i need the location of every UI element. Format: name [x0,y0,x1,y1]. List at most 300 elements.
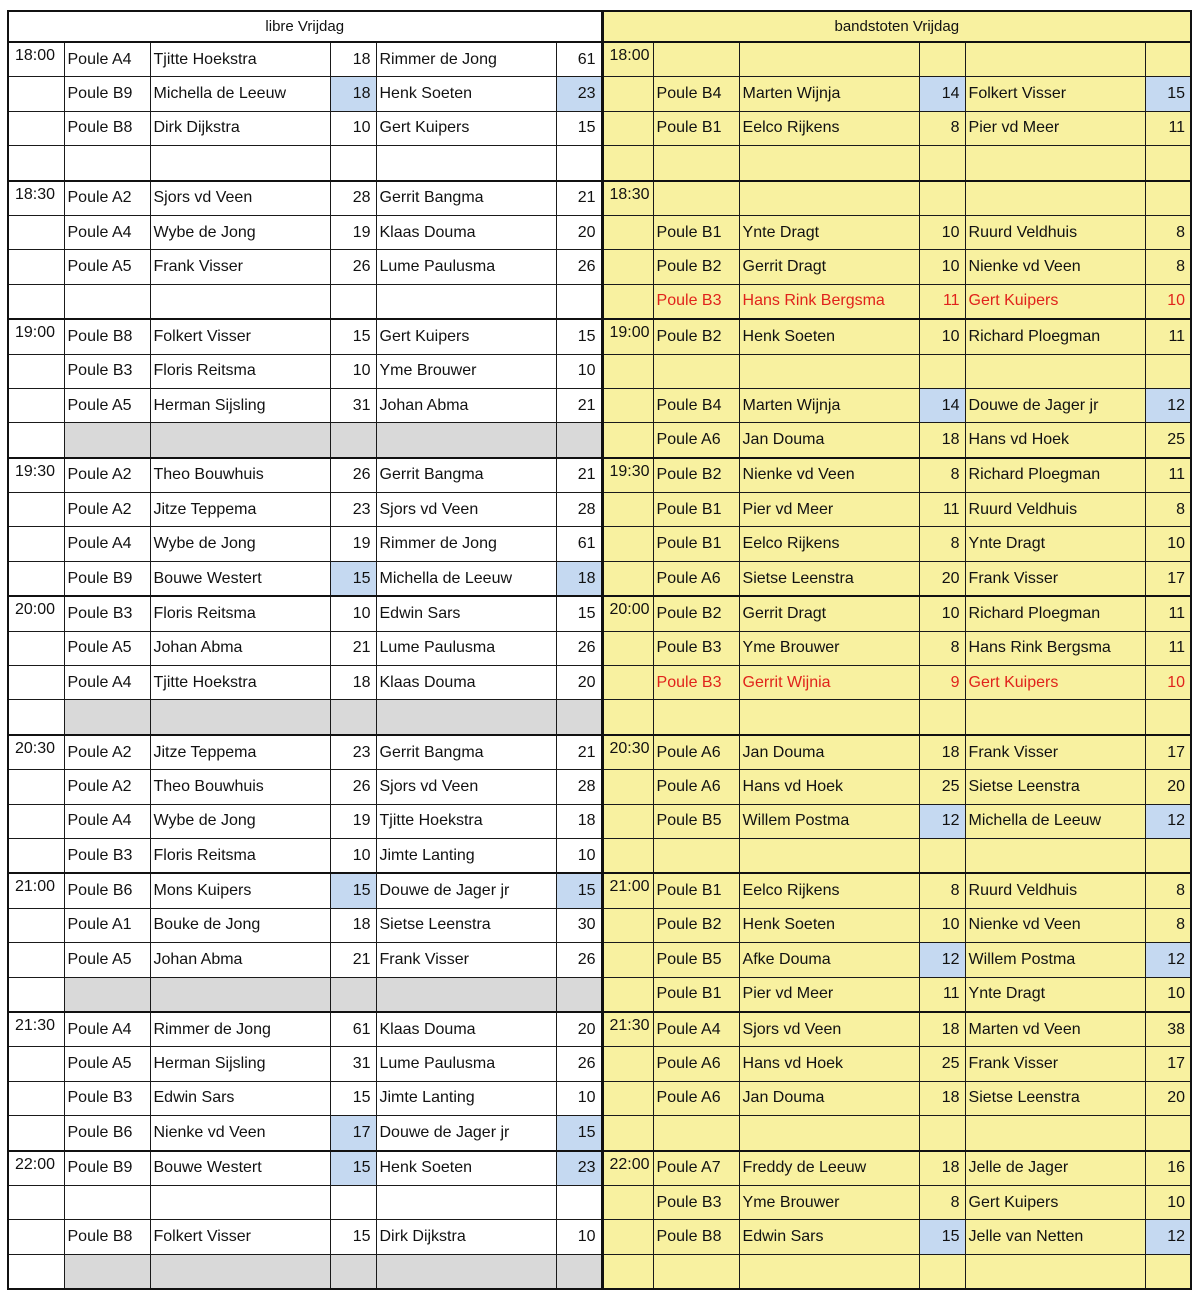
bandstoten-player1-cell: Ynte Dragt [739,215,919,249]
libre-time-cell [8,493,64,527]
libre-time-cell [8,908,64,942]
table-row [8,735,1191,770]
bandstoten-score2-cell [1145,181,1191,216]
bandstoten-score2-cell: 8 [1145,250,1191,284]
bandstoten-score2-cell [1145,146,1191,181]
bandstoten-player2-cell [965,1254,1145,1289]
table-row [8,423,1191,458]
bandstoten-poule-cell [653,146,739,181]
bandstoten-player1-cell: Eelco Rijkens [739,527,919,561]
libre-poule-cell [64,977,150,1012]
libre-score2-cell: 26 [556,631,602,665]
bandstoten-player1-cell [739,700,919,735]
table-row [8,804,1191,838]
bandstoten-time-cell: 20:30 [602,735,653,770]
bandstoten-score2-cell [1145,1116,1191,1151]
libre-player1-cell: Nienke vd Veen [150,1116,330,1151]
libre-score1-cell: 19 [330,527,376,561]
libre-poule-cell: Poule A4 [64,666,150,700]
libre-poule-cell: Poule A4 [64,215,150,249]
libre-poule-cell: Poule A2 [64,181,150,216]
libre-poule-cell: Poule A5 [64,250,150,284]
libre-score1-cell: 10 [330,596,376,631]
libre-score2-cell: 21 [556,735,602,770]
bandstoten-score1-cell: 10 [919,250,965,284]
libre-time-cell [8,561,64,596]
table-row [8,873,1191,908]
libre-poule-cell: Poule A1 [64,908,150,942]
bandstoten-score1-cell [919,1116,965,1151]
bandstoten-player1-cell: Hans vd Hoek [739,1047,919,1081]
libre-player2-cell [376,1185,556,1219]
libre-time-cell [8,700,64,735]
bandstoten-player2-cell: Ruurd Veldhuis [965,493,1145,527]
libre-score1-cell: 31 [330,1047,376,1081]
libre-header: libre Vrijdag [8,11,602,42]
table-row [8,527,1191,561]
bandstoten-time-cell [602,1220,653,1254]
bandstoten-score1-cell: 25 [919,1047,965,1081]
bandstoten-time-cell [602,1185,653,1219]
libre-time-cell [8,1185,64,1219]
bandstoten-time-cell [602,804,653,838]
bandstoten-score1-cell [919,146,965,181]
libre-poule-cell: Poule B3 [64,596,150,631]
libre-player1-cell: Herman Sijsling [150,1047,330,1081]
bandstoten-time-cell [602,838,653,873]
libre-score1-cell [330,977,376,1012]
bandstoten-player2-cell: Richard Ploegman [965,458,1145,493]
libre-score2-cell: 28 [556,770,602,804]
table-row [8,319,1191,354]
libre-score2-cell: 10 [556,354,602,388]
libre-player2-cell: Rimmer de Jong [376,527,556,561]
libre-player2-cell [376,700,556,735]
libre-player1-cell: Wybe de Jong [150,215,330,249]
libre-player2-cell: Sjors vd Veen [376,493,556,527]
bandstoten-score2-cell: 10 [1145,977,1191,1012]
bandstoten-header: bandstoten Vrijdag [602,11,1191,42]
table-row [8,1185,1191,1219]
schedule-body [8,42,1191,1289]
bandstoten-score2-cell: 15 [1145,77,1191,111]
bandstoten-poule-cell: Poule B1 [653,493,739,527]
bandstoten-player1-cell: Yme Brouwer [739,631,919,665]
libre-time-cell: 19:30 [8,458,64,493]
bandstoten-time-cell [602,77,653,111]
bandstoten-score2-cell: 8 [1145,873,1191,908]
bandstoten-poule-cell [653,838,739,873]
libre-score1-cell [330,700,376,735]
bandstoten-score2-cell: 11 [1145,631,1191,665]
libre-player1-cell: Bouwe Westert [150,1151,330,1186]
bandstoten-player1-cell: Willem Postma [739,804,919,838]
bandstoten-poule-cell: Poule B4 [653,77,739,111]
libre-player1-cell: Floris Reitsma [150,354,330,388]
libre-player2-cell: Tjitte Hoekstra [376,804,556,838]
bandstoten-score2-cell: 8 [1145,215,1191,249]
libre-player1-cell [150,284,330,319]
bandstoten-time-cell [602,631,653,665]
bandstoten-time-cell [602,354,653,388]
table-row [8,284,1191,319]
libre-poule-cell: Poule A5 [64,943,150,977]
bandstoten-player2-cell: Douwe de Jager jr [965,388,1145,422]
libre-player1-cell: Tjitte Hoekstra [150,42,330,77]
table-row [8,111,1191,145]
table-row [8,388,1191,422]
libre-player2-cell: Frank Visser [376,943,556,977]
bandstoten-time-cell [602,700,653,735]
libre-player1-cell: Johan Abma [150,631,330,665]
libre-player2-cell [376,284,556,319]
libre-score2-cell [556,1185,602,1219]
libre-poule-cell: Poule B8 [64,1220,150,1254]
table-row [8,666,1191,700]
libre-score1-cell: 26 [330,250,376,284]
table-row [8,631,1191,665]
bandstoten-time-cell: 18:00 [602,42,653,77]
bandstoten-score1-cell: 11 [919,284,965,319]
bandstoten-score1-cell: 8 [919,873,965,908]
bandstoten-player2-cell: Pier vd Meer [965,111,1145,145]
bandstoten-player2-cell: Frank Visser [965,735,1145,770]
bandstoten-player1-cell: Freddy de Leeuw [739,1151,919,1186]
bandstoten-poule-cell: Poule A6 [653,1047,739,1081]
libre-time-cell [8,977,64,1012]
table-row [8,561,1191,596]
bandstoten-score1-cell: 10 [919,596,965,631]
libre-player2-cell [376,423,556,458]
bandstoten-score1-cell: 14 [919,388,965,422]
libre-player1-cell [150,423,330,458]
bandstoten-score1-cell: 8 [919,527,965,561]
libre-time-cell [8,423,64,458]
table-row [8,77,1191,111]
libre-score2-cell: 20 [556,666,602,700]
libre-poule-cell: Poule A4 [64,1012,150,1047]
libre-score1-cell: 15 [330,319,376,354]
libre-poule-cell: Poule B9 [64,77,150,111]
bandstoten-time-cell [602,388,653,422]
bandstoten-player1-cell: Afke Douma [739,943,919,977]
bandstoten-player2-cell [965,1116,1145,1151]
table-row [8,42,1191,77]
bandstoten-player1-cell [739,1116,919,1151]
libre-score2-cell: 21 [556,181,602,216]
libre-score2-cell: 21 [556,388,602,422]
bandstoten-time-cell [602,908,653,942]
table-row [8,943,1191,977]
bandstoten-poule-cell [653,700,739,735]
libre-player1-cell: Jitze Teppema [150,735,330,770]
libre-score1-cell [330,284,376,319]
table-row [8,1220,1191,1254]
bandstoten-time-cell: 22:00 [602,1151,653,1186]
libre-time-cell: 18:30 [8,181,64,216]
bandstoten-player2-cell: Jelle van Netten [965,1220,1145,1254]
bandstoten-time-cell [602,250,653,284]
bandstoten-score1-cell: 14 [919,77,965,111]
libre-score2-cell: 20 [556,1012,602,1047]
bandstoten-player1-cell: Hans Rink Bergsma [739,284,919,319]
bandstoten-time-cell [602,770,653,804]
bandstoten-poule-cell [653,181,739,216]
bandstoten-poule-cell: Poule B3 [653,666,739,700]
bandstoten-score1-cell: 8 [919,1185,965,1219]
libre-time-cell [8,1220,64,1254]
bandstoten-time-cell [602,1254,653,1289]
bandstoten-score2-cell: 12 [1145,1220,1191,1254]
bandstoten-score2-cell: 38 [1145,1012,1191,1047]
libre-poule-cell: Poule A2 [64,735,150,770]
libre-score1-cell: 18 [330,42,376,77]
libre-time-cell [8,838,64,873]
libre-score2-cell [556,423,602,458]
bandstoten-score2-cell: 17 [1145,735,1191,770]
bandstoten-poule-cell: Poule A6 [653,735,739,770]
libre-score2-cell: 10 [556,838,602,873]
bandstoten-score1-cell: 12 [919,804,965,838]
bandstoten-poule-cell: Poule B1 [653,873,739,908]
libre-score1-cell: 15 [330,1151,376,1186]
bandstoten-time-cell: 18:30 [602,181,653,216]
table-row [8,1047,1191,1081]
libre-time-cell [8,770,64,804]
bandstoten-poule-cell: Poule B4 [653,388,739,422]
libre-player1-cell [150,146,330,181]
bandstoten-poule-cell [653,1116,739,1151]
bandstoten-time-cell [602,561,653,596]
libre-player2-cell: Gerrit Bangma [376,735,556,770]
bandstoten-player2-cell: Gert Kuipers [965,284,1145,319]
libre-poule-cell: Poule A5 [64,388,150,422]
libre-score1-cell: 19 [330,804,376,838]
bandstoten-score1-cell: 18 [919,1012,965,1047]
bandstoten-player1-cell [739,42,919,77]
libre-score2-cell: 18 [556,804,602,838]
bandstoten-player2-cell: Ynte Dragt [965,977,1145,1012]
libre-score2-cell: 18 [556,561,602,596]
libre-player2-cell: Dirk Dijkstra [376,1220,556,1254]
table-row [8,493,1191,527]
bandstoten-player1-cell: Jan Douma [739,1081,919,1115]
libre-player1-cell: Folkert Visser [150,1220,330,1254]
libre-player2-cell: Gerrit Bangma [376,458,556,493]
libre-player2-cell [376,977,556,1012]
libre-time-cell: 21:00 [8,873,64,908]
bandstoten-player1-cell: Sietse Leenstra [739,561,919,596]
libre-score2-cell: 15 [556,873,602,908]
bandstoten-poule-cell: Poule A6 [653,561,739,596]
libre-time-cell: 22:00 [8,1151,64,1186]
libre-poule-cell: Poule A5 [64,631,150,665]
bandstoten-score2-cell: 11 [1145,596,1191,631]
libre-score1-cell: 18 [330,908,376,942]
bandstoten-poule-cell: Poule B1 [653,111,739,145]
libre-score1-cell: 15 [330,873,376,908]
bandstoten-player2-cell: Michella de Leeuw [965,804,1145,838]
table-row [8,908,1191,942]
bandstoten-time-cell: 19:30 [602,458,653,493]
bandstoten-score2-cell: 10 [1145,527,1191,561]
bandstoten-poule-cell: Poule B2 [653,908,739,942]
bandstoten-score2-cell: 25 [1145,423,1191,458]
libre-poule-cell: Poule A4 [64,42,150,77]
bandstoten-score2-cell: 10 [1145,666,1191,700]
bandstoten-score2-cell: 12 [1145,804,1191,838]
libre-player2-cell: Klaas Douma [376,1012,556,1047]
bandstoten-poule-cell [653,1254,739,1289]
bandstoten-score1-cell [919,181,965,216]
table-row [8,250,1191,284]
libre-player2-cell: Sjors vd Veen [376,770,556,804]
libre-time-cell [8,146,64,181]
libre-poule-cell: Poule B6 [64,1116,150,1151]
libre-score2-cell: 30 [556,908,602,942]
bandstoten-time-cell [602,111,653,145]
bandstoten-player2-cell: Hans vd Hoek [965,423,1145,458]
libre-player2-cell: Klaas Douma [376,215,556,249]
libre-score1-cell: 10 [330,354,376,388]
libre-time-cell: 18:00 [8,42,64,77]
bandstoten-time-cell: 21:30 [602,1012,653,1047]
libre-score1-cell [330,1185,376,1219]
bandstoten-player1-cell: Pier vd Meer [739,493,919,527]
bandstoten-score1-cell [919,838,965,873]
bandstoten-time-cell [602,146,653,181]
bandstoten-time-cell [602,423,653,458]
libre-player2-cell: Henk Soeten [376,77,556,111]
table-row [8,838,1191,873]
libre-player1-cell: Wybe de Jong [150,804,330,838]
bandstoten-player2-cell: Sietse Leenstra [965,1081,1145,1115]
bandstoten-score1-cell: 25 [919,770,965,804]
libre-player1-cell: Edwin Sars [150,1081,330,1115]
libre-poule-cell: Poule B8 [64,111,150,145]
libre-player2-cell: Johan Abma [376,388,556,422]
libre-score2-cell: 61 [556,42,602,77]
libre-player1-cell: Mons Kuipers [150,873,330,908]
bandstoten-score2-cell [1145,838,1191,873]
libre-player1-cell [150,1254,330,1289]
bandstoten-time-cell [602,215,653,249]
bandstoten-poule-cell: Poule B3 [653,631,739,665]
libre-poule-cell: Poule A2 [64,770,150,804]
bandstoten-poule-cell [653,354,739,388]
libre-poule-cell: Poule A2 [64,493,150,527]
bandstoten-player2-cell: Gert Kuipers [965,1185,1145,1219]
bandstoten-poule-cell: Poule B2 [653,596,739,631]
libre-player2-cell: Jimte Lanting [376,1081,556,1115]
bandstoten-time-cell [602,1081,653,1115]
libre-player1-cell: Wybe de Jong [150,527,330,561]
bandstoten-player1-cell: Jan Douma [739,735,919,770]
libre-score1-cell: 15 [330,1220,376,1254]
bandstoten-time-cell [602,666,653,700]
bandstoten-poule-cell: Poule B1 [653,977,739,1012]
bandstoten-score2-cell: 12 [1145,388,1191,422]
libre-player2-cell: Gert Kuipers [376,111,556,145]
libre-player1-cell: Jitze Teppema [150,493,330,527]
libre-score2-cell: 21 [556,458,602,493]
bandstoten-poule-cell: Poule B2 [653,250,739,284]
bandstoten-time-cell [602,527,653,561]
libre-poule-cell: Poule B8 [64,319,150,354]
bandstoten-score1-cell: 10 [919,319,965,354]
bandstoten-player1-cell [739,146,919,181]
libre-score1-cell [330,146,376,181]
bandstoten-score2-cell: 10 [1145,1185,1191,1219]
bandstoten-score2-cell: 11 [1145,319,1191,354]
bandstoten-poule-cell: Poule B5 [653,804,739,838]
libre-score1-cell [330,1254,376,1289]
libre-poule-cell: Poule B3 [64,1081,150,1115]
bandstoten-score1-cell [919,42,965,77]
libre-player2-cell: Edwin Sars [376,596,556,631]
libre-score1-cell [330,423,376,458]
libre-player1-cell: Michella de Leeuw [150,77,330,111]
bandstoten-score2-cell: 8 [1145,493,1191,527]
bandstoten-player1-cell: Marten Wijnja [739,388,919,422]
schedule-sheet [7,10,1192,1290]
libre-poule-cell: Poule B9 [64,1151,150,1186]
libre-player1-cell: Rimmer de Jong [150,1012,330,1047]
bandstoten-player2-cell: Nienke vd Veen [965,908,1145,942]
libre-player2-cell: Lume Paulusma [376,1047,556,1081]
bandstoten-player1-cell: Edwin Sars [739,1220,919,1254]
bandstoten-score1-cell: 15 [919,1220,965,1254]
bandstoten-poule-cell: Poule B3 [653,284,739,319]
bandstoten-player1-cell [739,354,919,388]
libre-score1-cell: 10 [330,838,376,873]
libre-time-cell: 20:30 [8,735,64,770]
libre-score2-cell [556,1254,602,1289]
bandstoten-player1-cell: Gerrit Dragt [739,596,919,631]
libre-player1-cell: Sjors vd Veen [150,181,330,216]
table-row [8,215,1191,249]
libre-player2-cell: Jimte Lanting [376,838,556,873]
libre-score1-cell: 17 [330,1116,376,1151]
libre-player1-cell [150,700,330,735]
libre-player1-cell: Dirk Dijkstra [150,111,330,145]
bandstoten-score2-cell: 11 [1145,111,1191,145]
libre-time-cell [8,388,64,422]
libre-time-cell [8,111,64,145]
libre-score2-cell [556,700,602,735]
libre-player1-cell: Tjitte Hoekstra [150,666,330,700]
table-row [8,977,1191,1012]
bandstoten-score2-cell: 16 [1145,1151,1191,1186]
bandstoten-player2-cell: Ynte Dragt [965,527,1145,561]
bandstoten-poule-cell: Poule A7 [653,1151,739,1186]
libre-score1-cell: 10 [330,111,376,145]
libre-poule-cell [64,1185,150,1219]
bandstoten-player1-cell: Eelco Rijkens [739,111,919,145]
libre-score2-cell: 15 [556,319,602,354]
libre-score2-cell: 26 [556,943,602,977]
libre-time-cell [8,1081,64,1115]
libre-player2-cell: Douwe de Jager jr [376,1116,556,1151]
bandstoten-poule-cell: Poule A6 [653,770,739,804]
bandstoten-poule-cell: Poule B2 [653,458,739,493]
bandstoten-poule-cell [653,42,739,77]
libre-time-cell: 21:30 [8,1012,64,1047]
bandstoten-score1-cell: 9 [919,666,965,700]
bandstoten-poule-cell: Poule A6 [653,1081,739,1115]
libre-poule-cell: Poule A4 [64,527,150,561]
libre-score1-cell: 21 [330,943,376,977]
